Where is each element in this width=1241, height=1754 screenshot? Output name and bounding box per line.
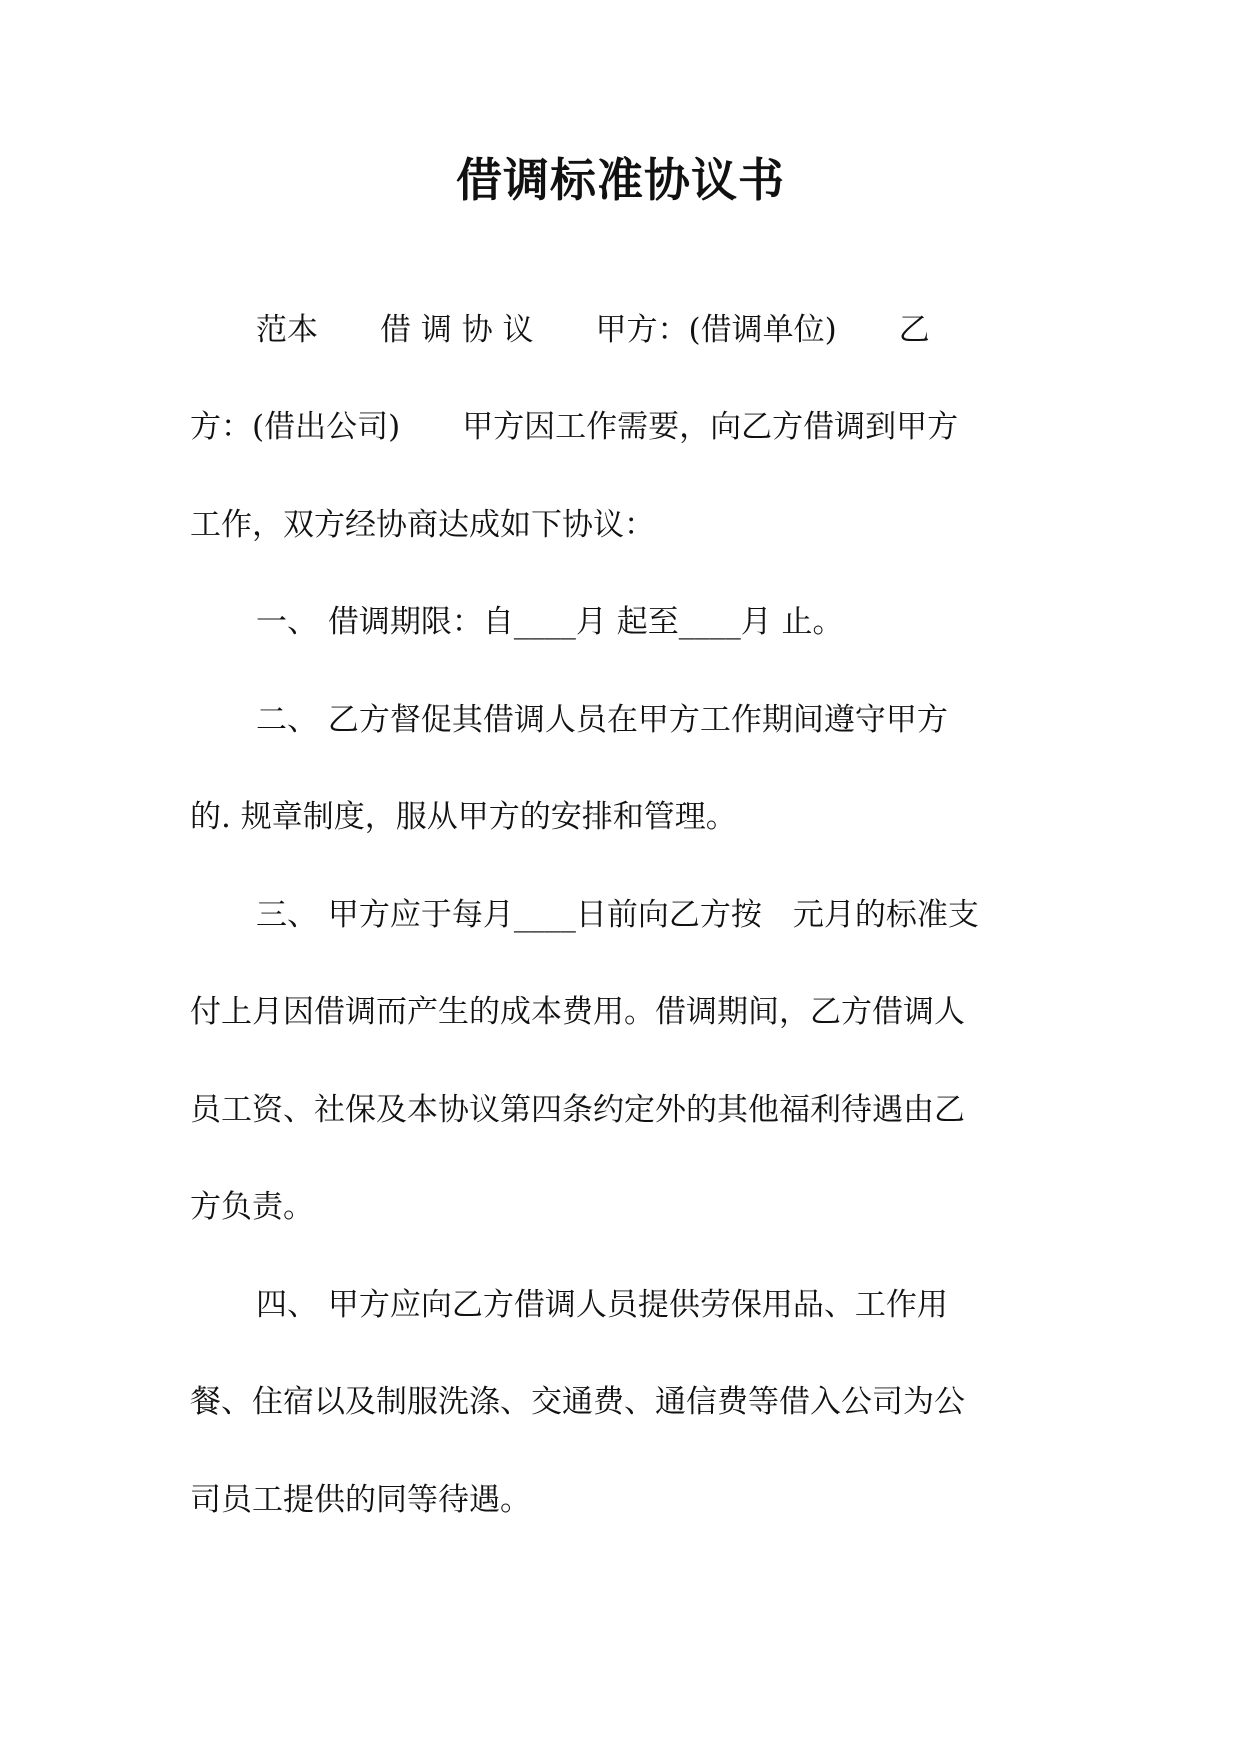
clause-3-line-2: 付上月因借调而产生的成本费用。借调期间，乙方借调人 bbox=[190, 994, 965, 1030]
clause-2-line-1: 二、 乙方督促其借调人员在甲方工作期间遵守甲方 bbox=[256, 702, 948, 738]
clause-1-line-1: 一、 借调期限：自____月 起至____月 止。 bbox=[256, 604, 844, 640]
clause-3-line-3: 员工资、社保及本协议第四条约定外的其他福利待遇由乙 bbox=[190, 1092, 965, 1128]
text-line-1: 范本 借 调 协 议 甲方：(借调单位) 乙 bbox=[256, 312, 930, 348]
clause-4-line-3: 司员工提供的同等待遇。 bbox=[190, 1482, 531, 1518]
clause-3-line-4: 方负责。 bbox=[190, 1189, 314, 1225]
text-line-2: 方：(借出公司) 甲方因工作需要，向乙方借调到甲方 bbox=[190, 409, 959, 445]
document-title: 借调标准协议书 bbox=[456, 153, 785, 207]
clause-3-line-1: 三、 甲方应于每月____日前向乙方按 元月的标准支 bbox=[256, 897, 979, 933]
clause-2-line-2: 的. 规章制度，服从甲方的安排和管理。 bbox=[190, 799, 737, 835]
text-line-3: 工作，双方经协商达成如下协议： bbox=[190, 507, 655, 543]
clause-4-line-1: 四、 甲方应向乙方借调人员提供劳保用品、工作用 bbox=[256, 1287, 948, 1323]
clause-4-line-2: 餐、住宿以及制服洗涤、交通费、通信费等借入公司为公 bbox=[190, 1384, 965, 1420]
